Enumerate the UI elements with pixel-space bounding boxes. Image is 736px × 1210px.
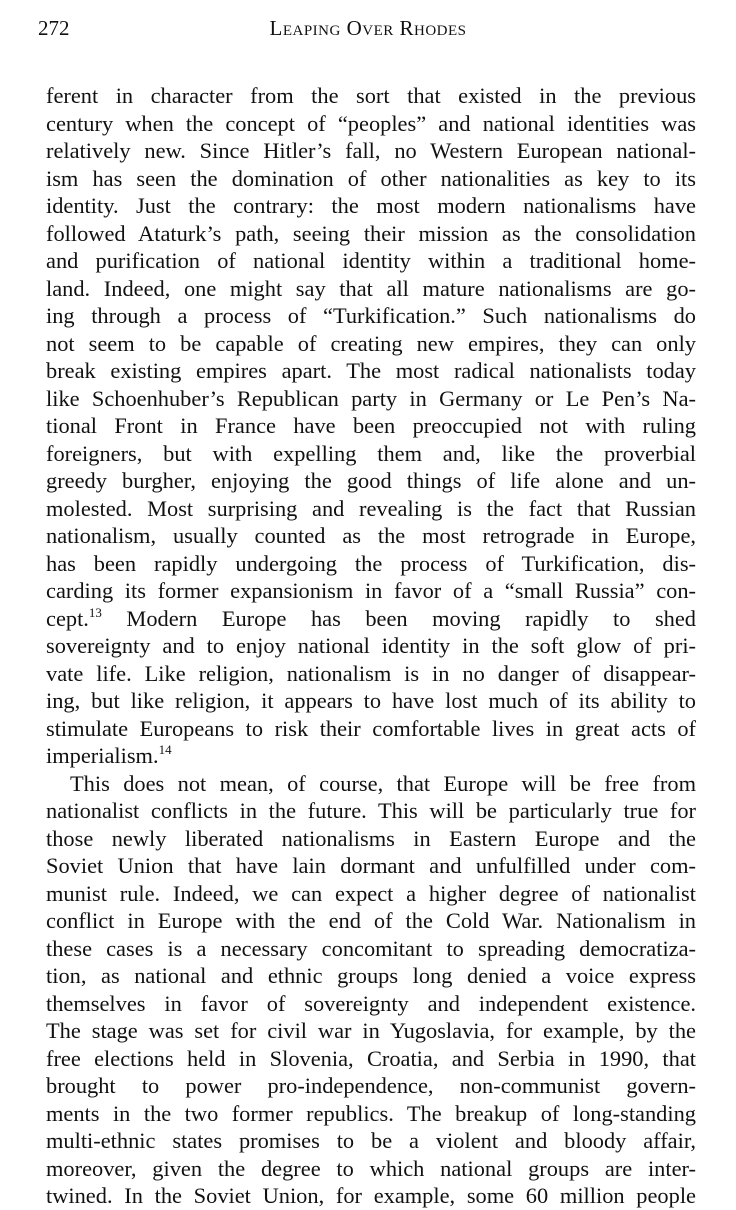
text-line: munist rule. Indeed, we can expect a higher degree of nationalist (46, 880, 696, 906)
footnote-ref-14[interactable]: 14 (158, 742, 172, 757)
paragraph-2 (46, 770, 696, 1210)
text-line: land. Indeed, one might say that all mature nationalisms are go- (46, 275, 696, 301)
text-line: nationalism, usually counted as the most retrograde in Europe, (46, 523, 696, 548)
text-line: The stage was set for civil war in Yugoslavia, for example, by the (46, 1018, 696, 1043)
text-line: century when the concept of “peoples” and national identities was (46, 110, 696, 136)
text-line: identity. Just the contrary: the most modern nationalisms have (46, 193, 696, 218)
text-line: Soviet Union that have lain dormant and unfulfilled under com- (46, 853, 696, 878)
footnote-ref-13[interactable]: 13 (88, 604, 102, 620)
text-line: moreover, given the degree to which national groups are inter- (46, 1155, 696, 1181)
text-line: tional Front in France have been preoccupied not with ruling (46, 413, 696, 438)
running-title: Leaping Over Rhodes (269, 16, 467, 40)
text-line: ing through a process of “Turkification.” Such nationalisms do (46, 303, 696, 328)
text-line: This does not mean, of course, that Europe will be free from (70, 770, 696, 796)
text-line: followed Ataturk’s path, seeing their mission as the consolidation (46, 220, 696, 246)
text-line: those newly liberated nationalisms in Eastern Europe and the (46, 825, 696, 851)
text-line: brought to power pro-independence, non-communist govern- (46, 1073, 696, 1098)
text-line: these cases is a necessary concomitant to spreading democratiza- (46, 935, 696, 961)
text-line: has been rapidly undergoing the process of Turkification, dis- (46, 550, 696, 576)
page-number: 272 (38, 16, 70, 40)
text-line: and purification of national identity within a traditional home- (46, 248, 696, 273)
text-line: vate life. Like religion, nationalism is in no danger of disappear- (46, 660, 696, 686)
text-line: themselves in favor of sovereignty and independent existence. (46, 990, 696, 1016)
running-head (38, 14, 698, 42)
text-line: molested. Most surprising and revealing is the fact that Russian (46, 495, 696, 521)
text-line: like Schoenhuber’s Republican party in Germany or Le Pen’s Na- (46, 385, 696, 411)
text-line: ism has seen the domination of other nationalities as key to its (46, 165, 696, 191)
text-segment: cept. (46, 605, 89, 631)
text-segment: imperialism. (46, 743, 159, 768)
text-line: tion, as national and ethnic groups long denied a voice express (46, 963, 696, 988)
text-line: ing, but like religion, it appears to have lost much of its ability to (46, 688, 696, 713)
text-segment: Modern Europe has been moving rapidly to shed (101, 605, 696, 631)
text-line: relatively new. Since Hitler’s fall, no Western European national- (46, 138, 696, 163)
text-line: not seem to be capable of creating new empires, they can only (46, 330, 696, 356)
text-line: sovereignty and to enjoy national identity in the soft glow of pri- (46, 633, 696, 658)
text-line: nationalist conflicts in the future. This will be particularly true for (46, 798, 696, 823)
text-line: break existing empires apart. The most radical nationalists today (46, 358, 696, 383)
text-line: greedy burgher, enjoying the good things of life alone and un- (46, 468, 696, 493)
text-line: ferent in character from the sort that existed in the previous (46, 83, 696, 108)
body-text (46, 82, 696, 1210)
text-line: free elections held in Slovenia, Croatia, and Serbia in 1990, that (46, 1045, 696, 1071)
text-line: twined. In the Soviet Union, for example, some 60 million people (46, 1183, 696, 1208)
text-line: stimulate Europeans to risk their comfortable lives in great acts of (46, 715, 696, 741)
paragraph-1 (46, 82, 696, 770)
text-line: foreigners, but with expelling them and, like the proverbial (46, 440, 696, 466)
text-line: conflict in Europe with the end of the Cold War. Nationalism in (46, 908, 696, 933)
text-line: multi-ethnic states promises to be a violent and bloody affair, (46, 1128, 696, 1153)
text-line-footnote-14 (46, 742, 696, 770)
text-line-footnote-13 (46, 605, 696, 633)
text-line: carding its former expansionism in favor of a “small Russia” con- (46, 578, 696, 603)
text-line: ments in the two former republics. The breakup of long-standing (46, 1100, 696, 1126)
